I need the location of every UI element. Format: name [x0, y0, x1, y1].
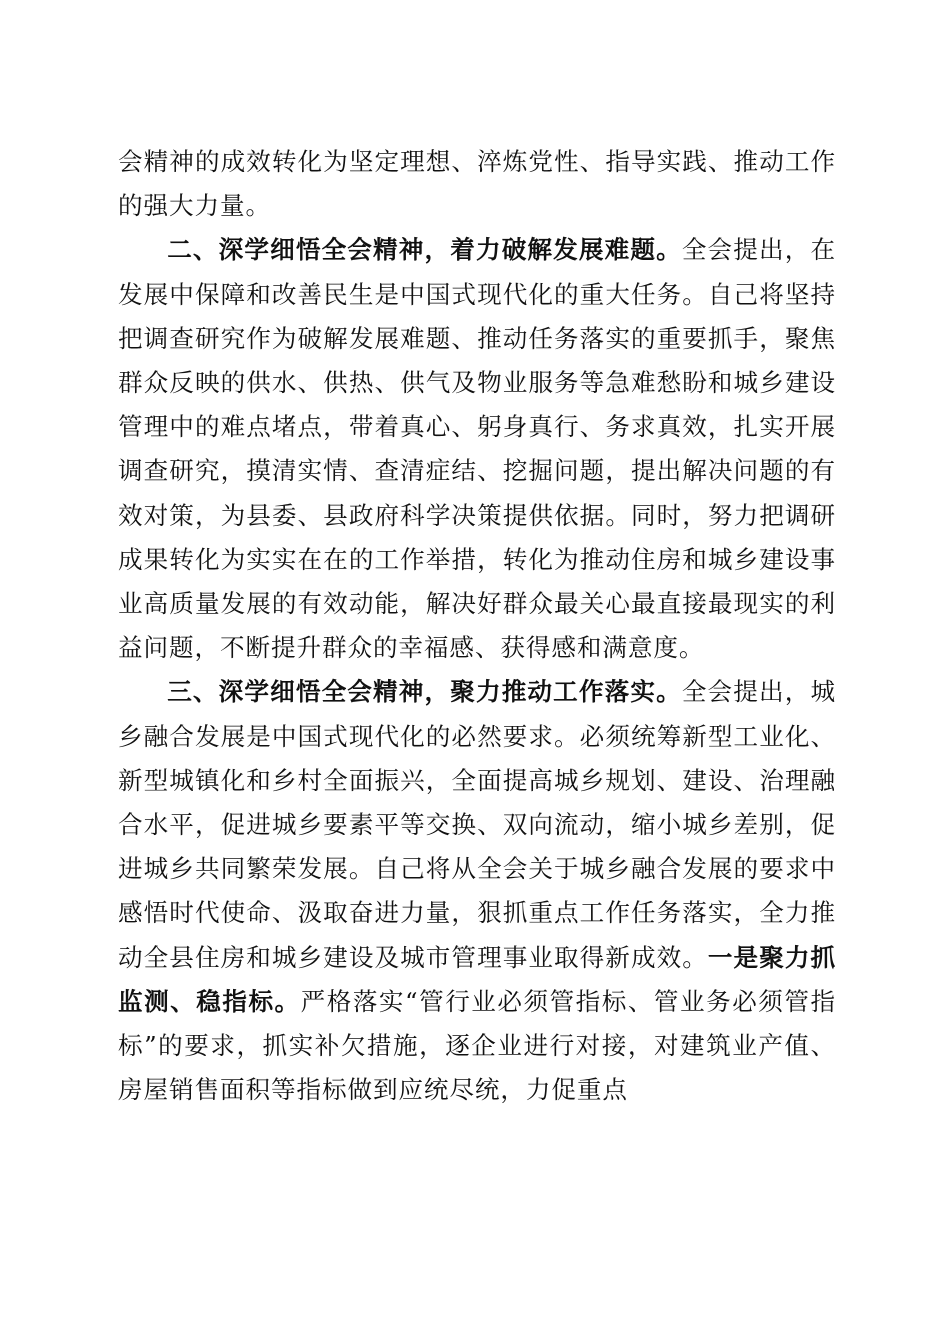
section-heading: 三、深学细悟全会精神，聚力推动工作落实。	[167, 677, 682, 707]
paragraph-text: 严格落实“管行业必须管指标、管业务必须管指标”的要求，抓实补欠措施，逐企业进行对接，对建筑业产值、房屋销售面积等指标做到应统尽统，力促重点	[118, 986, 836, 1105]
document-body	[118, 140, 836, 1112]
paragraph-text: 会精神的成效转化为坚定理想、淬炼党性、指导实践、推动工作的强大力量。	[118, 147, 836, 221]
paragraph-text: 全会提出，城乡融合发展是中国式现代化的必然要求。必须统筹新型工业化、新型城镇化和乡村全面振兴，全面提高城乡规划、建设、治理融合水平，促进城乡要素平等交换、双向流动，缩小城乡差别，促进城乡共同繁荣发展。自己将从全会关于城乡融合发展的要求中感悟时代使命、汲取奋进力量，狠抓重点工作任务落实，全力推动全县住房和城乡建设及城市管理事业取得新成效。	[118, 677, 836, 972]
paragraph-text: 全会提出，在发展中保障和改善民生是中国式现代化的重大任务。自己将坚持把调查研究作为破解发展难题、推动任务落实的重要抓手，聚焦群众反映的供水、供热、供气及物业服务等急难愁盼和城乡建设管理中的难点堵点，带着真心、躬身真行、务求真效，扎实开展调查研究，摸清实情、查清症结、挖掘问题，提出解决问题的有效对策，为县委、县政府科学决策提供依据。同时，努力把调研成果转化为实实在在的工作举措，转化为推动住房和城乡建设事业高质量发展的有效动能，解决好群众最关心最直接最现实的利益问题，不断提升群众的幸福感、获得感和满意度。	[118, 235, 836, 663]
section-heading: 二、深学细悟全会精神，着力破解发展难题。	[167, 235, 682, 265]
sub-heading: 一是聚力抓监测、稳指标。	[118, 942, 836, 1016]
paragraph-continuation	[118, 140, 836, 228]
paragraph-section-three	[118, 670, 836, 1112]
paragraph-section-two	[118, 228, 836, 670]
